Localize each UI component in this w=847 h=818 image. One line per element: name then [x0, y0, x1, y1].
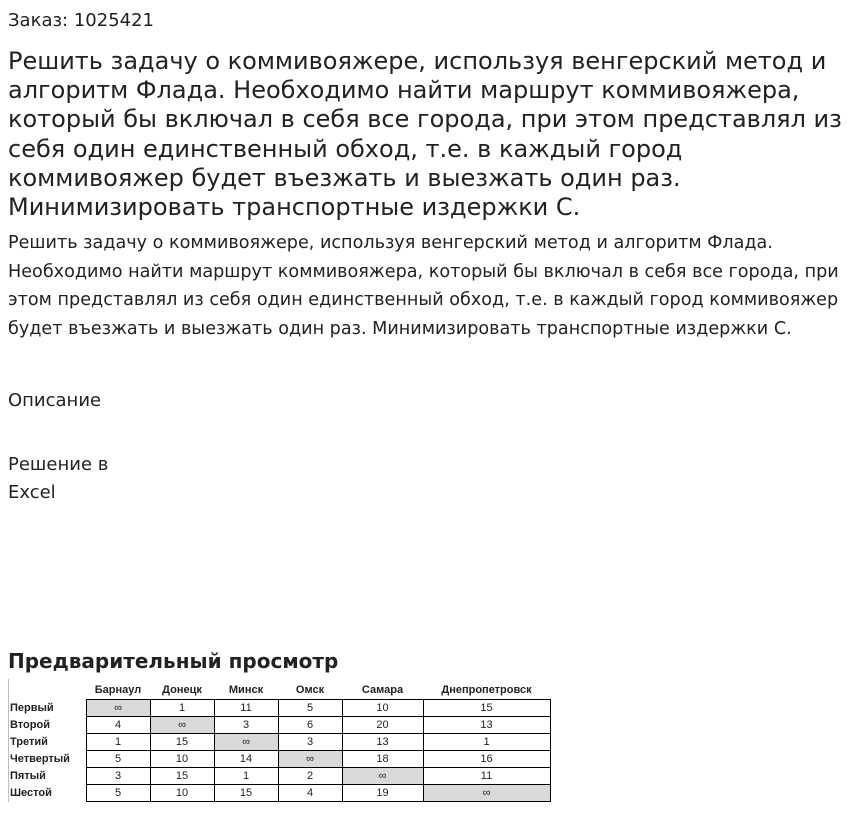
table-cell: 14 — [214, 751, 278, 768]
row-label: Первый — [10, 702, 54, 714]
column-header: Минск — [228, 684, 264, 696]
table-cell: 5 — [278, 700, 342, 717]
table-cell: 15 — [150, 768, 214, 785]
row-label: Пятый — [10, 770, 46, 782]
task-description: Решить задачу о коммивояжере, используя венгерский метод и алгоритм Флада. Необходимо найти маршрут коммивояжера, который бы включал в себя все города, при этом представлял из себя один единственный обход, т.е. в каждый город коммивояжер будет въезжать и выезжать один раз. Минимизировать транспортные издержки С. — [8, 233, 839, 339]
table-row — [9, 785, 550, 802]
table-cell: 15 — [214, 785, 278, 802]
table-cell: 13 — [423, 717, 550, 734]
table-cell: ∞ — [423, 785, 550, 802]
table-cell: 6 — [278, 717, 342, 734]
column-header: Днепропетровск — [441, 684, 532, 696]
order-value: 1025421 — [73, 10, 155, 31]
table-cell: 3 — [86, 768, 150, 785]
table-row — [9, 734, 550, 751]
table-cell: 15 — [423, 700, 550, 717]
solution-line-1: Решение в — [8, 454, 109, 475]
table-cell: 5 — [86, 785, 150, 802]
table-cell: 3 — [278, 734, 342, 751]
table-cell: 10 — [150, 751, 214, 768]
row-label: Третий — [10, 736, 48, 748]
table-cell: ∞ — [150, 717, 214, 734]
table-cell: 1 — [423, 734, 550, 751]
description-label: Описание — [8, 390, 102, 411]
order-label: Заказ: — [8, 10, 69, 31]
table-row — [9, 717, 550, 734]
table-cell: 20 — [342, 717, 423, 734]
table-cell: 10 — [150, 785, 214, 802]
table-cell: ∞ — [278, 751, 342, 768]
table-cell: 5 — [86, 751, 150, 768]
column-header: Самара — [361, 684, 404, 696]
row-label: Четвертый — [10, 753, 70, 765]
table-cell: 16 — [423, 751, 550, 768]
table-cell: 11 — [423, 768, 550, 785]
row-label: Второй — [10, 719, 50, 731]
table-cell: ∞ — [342, 768, 423, 785]
table-cell: 15 — [150, 734, 214, 751]
solution-line-2: Excel — [8, 482, 56, 503]
column-header: Омск — [295, 684, 325, 696]
row-label: Шестой — [10, 787, 52, 799]
table-cell: 4 — [278, 785, 342, 802]
table-cell: 4 — [86, 717, 150, 734]
table-cell: ∞ — [214, 734, 278, 751]
solution-label — [8, 451, 208, 507]
table-cell: ∞ — [86, 700, 150, 717]
table-cell: 2 — [278, 768, 342, 785]
table-cell: 13 — [342, 734, 423, 751]
table-row — [9, 751, 550, 768]
table-corner-cell — [9, 679, 86, 700]
table-row — [9, 768, 550, 785]
table-cell: 10 — [342, 700, 423, 717]
column-header: Барнаул — [94, 684, 142, 696]
table-cell: 11 — [214, 700, 278, 717]
preview-heading: Предварительный просмотр — [8, 649, 339, 673]
spreadsheet-preview — [8, 679, 551, 802]
order-number — [8, 9, 154, 33]
table-cell: 19 — [342, 785, 423, 802]
table-cell: 1 — [214, 768, 278, 785]
table-header-row — [9, 679, 550, 700]
table-cell: 3 — [214, 717, 278, 734]
column-header: Донецк — [162, 684, 202, 696]
table-row — [9, 700, 550, 717]
table-cell: 1 — [86, 734, 150, 751]
task-title: Решить задачу о коммивояжере, используя венгерский метод и алгоритм Флада. Необходимо найти маршрут коммивояжера, который бы включал в себя все города, при этом представлял из себя один единственный обход, т.е. в каждый город коммивояжер будет въезжать и выезжать один раз. Минимизировать транспортные издержки С. — [8, 47, 842, 222]
table-cell: 1 — [150, 700, 214, 717]
cost-matrix-table — [9, 679, 551, 802]
table-cell: 18 — [342, 751, 423, 768]
